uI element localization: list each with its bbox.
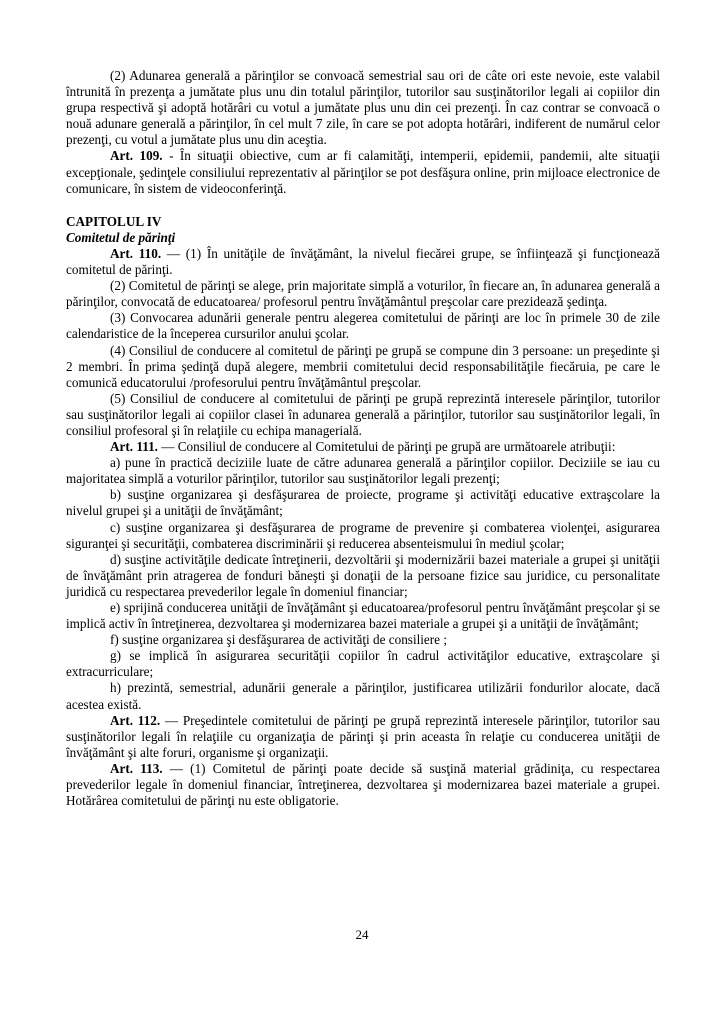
section-top <box>66 68 660 197</box>
paragraph-111-c <box>66 520 660 552</box>
paragraph-text: — (1) În unităţile de învăţământ, la nivelul fiecărei grupe, se înfiinţează şi funcţionează comitetul de părinţi. <box>66 245 660 278</box>
section-chapter-body <box>66 246 660 809</box>
paragraph-111-a <box>66 455 660 487</box>
paragraph-111-g <box>66 648 660 680</box>
paragraph-111-b <box>66 487 660 519</box>
paragraph-text: e) sprijină conducerea unităţii de învăţământ şi educatoarea/profesorul pentru învăţământ preşcolar şi se implică activ în întreţinerea, dezvoltarea şi modernizarea bazei materiale a grupei şi a unităţii de învăţământ; <box>66 600 660 632</box>
paragraph-111-f <box>66 632 660 648</box>
page-number: 24 <box>355 927 369 942</box>
paragraph-111-e <box>66 600 660 632</box>
article-label: Art. 112. <box>110 712 161 728</box>
paragraph-text: g) se implică în asigurarea securităţii copiilor în cadrul activităţilor educative, extraşcolare şi extracurriculare; <box>66 648 660 680</box>
chapter-title: CAPITOLUL IV <box>66 213 162 229</box>
paragraph-text: f) susţine organizarea şi desfăşurarea de activităţi de consiliere ; <box>110 632 447 648</box>
article-label: Art. 109. <box>110 148 163 164</box>
paragraph-text: b) susţine organizarea şi desfăşurarea de proiecte, programe şi activităţi educative extraşcolare la nivelul grupei şi a unităţii de învăţământ; <box>66 487 660 519</box>
paragraph-111 <box>66 439 660 455</box>
paragraph-text: (2) Comitetul de părinţi se alege, prin majoritate simplă a voturilor, în fiecare an, în adunarea generală a părinţilor, convocată de educatoarea/ profesorul pentru învăţământul preşcolar care prezidează şedinţa. <box>66 278 660 310</box>
paragraph-108-2 <box>66 68 660 148</box>
article-label: Art. 111. <box>110 439 158 455</box>
paragraph-110-2 <box>66 278 660 310</box>
paragraph-text: (5) Consiliul de conducere al comitetului de părinţi pe grupă reprezintă interesele părinţilor, tutorilor sau susţinătorilor legali ai copiilor clasei în adunarea generală a părinţilor, tutorilor sau susţinătorilor legali, în consiliul profesoral şi în relaţiile cu echipa managerială. <box>66 390 660 438</box>
paragraph-111-h <box>66 680 660 712</box>
paragraph-text: (4) Consiliul de conducere al comitetul de părinţi pe grupă se compune din 3 persoane: un preşedinte şi 2 membri. În prima şedinţă după alegere, membrii comitetului decid responsabilităţile fiecăruia, pe care le comunică educatorului /profesorului pentru învăţământul preşcolar. <box>66 342 660 390</box>
paragraph-text: d) susţine activităţile dedicate întreţinerii, dezvoltării şi modernizării bazei materiale a grupei şi unităţii de învăţământ prin atragerea de fonduri băneşti şi donaţii de la persoane fizice sau juridice, cu personalitate juridică cu respectarea prevederilor legale în domeniul financiar; <box>66 551 660 599</box>
paragraph-110-1 <box>66 246 660 278</box>
paragraph-110-4 <box>66 343 660 391</box>
paragraph-text: c) susţine organizarea şi desfăşurarea de programe de prevenire şi combaterea violenţei, asigurarea siguranţei şi securităţii, combaterea discriminării şi reducerea absenteismului în mediul şcolar; <box>66 519 660 551</box>
paragraph-112 <box>66 713 660 761</box>
paragraph-text: (3) Convocarea adunării generale pentru alegerea comitetului de părinţi are loc în primele 30 de zile calendaristice de la începerea cursurilor anului şcolar. <box>66 310 660 342</box>
paragraph-text: (2) Adunarea generală a părinţilor se convoacă semestrial sau ori de câte ori este nevoie, este valabil întrunită în prezenţa a jumătate plus unu din totalul părinţilor, tutorilor sau susţinătorilor legali ai copiilor din grupa respectivă şi adoptă hotărâri cu votul a jumătate plus unu din cei prezenţi. În caz contrar se convoacă o nouă adunare generală a părinţilor, în cel mult 7 zile, în care se pot adopta hotărâri, indiferent de numărul celor prezenţi, cu votul a jumătate plus unu din aceştia. <box>66 68 660 148</box>
paragraph-111-d <box>66 552 660 600</box>
paragraph-text: — Consiliul de conducere al Comitetului de părinţi pe grupă are următoarele atribuţii: <box>157 439 616 455</box>
paragraph-110-5 <box>66 391 660 439</box>
paragraph-text: h) prezintă, semestrial, adunării generale a părinţilor, justificarea utilizării fondurilor alocate, dacă acestea există. <box>66 680 660 712</box>
paragraph-text: - În situaţii obiective, cum ar fi calamităţi, intemperii, epidemii, pandemii, alte situaţii excepţionale, şedinţele consiliului reprezentativ al părinţilor se pot desfăşura online, prin mijloace electronice de comunicare, în sistem de videoconferinţă. <box>66 148 660 196</box>
paragraph-110-3 <box>66 310 660 342</box>
paragraph-text: — Preşedintele comitetului de părinţi pe grupă reprezintă interesele părinţilor, tutorilor sau susţinătorilor legali în relaţiile cu organizaţia de părinţi şi prin aceasta în relaţie cu conducerea unităţii de învăţământ şi alte foruri, organisme şi organizaţii. <box>66 712 661 760</box>
paragraph-text: a) pune în practică deciziile luate de către adunarea generală a părinţilor copiilor. Deciziile se iau cu majoritatea simplă a voturilor părinţilor, tutorilor sau susţinătorilor legali prezenţi; <box>66 455 660 487</box>
chapter-subtitle: Comitetul de părinţi <box>66 229 176 245</box>
paragraph-109 <box>66 148 660 196</box>
article-label: Art. 110. <box>110 245 162 261</box>
paragraph-text: — (1) Comitetul de părinţi poate decide să susţină material grădiniţa, cu respectarea prevederilor legale în domeniul financiar, întreţinerea, dezvoltarea şi modernizarea bazei materiale a grupei. Hotărârea comitetului de părinţi nu este obligatorie. <box>66 760 660 809</box>
paragraph-113-1 <box>66 761 660 809</box>
article-label: Art. 113. <box>110 760 163 776</box>
